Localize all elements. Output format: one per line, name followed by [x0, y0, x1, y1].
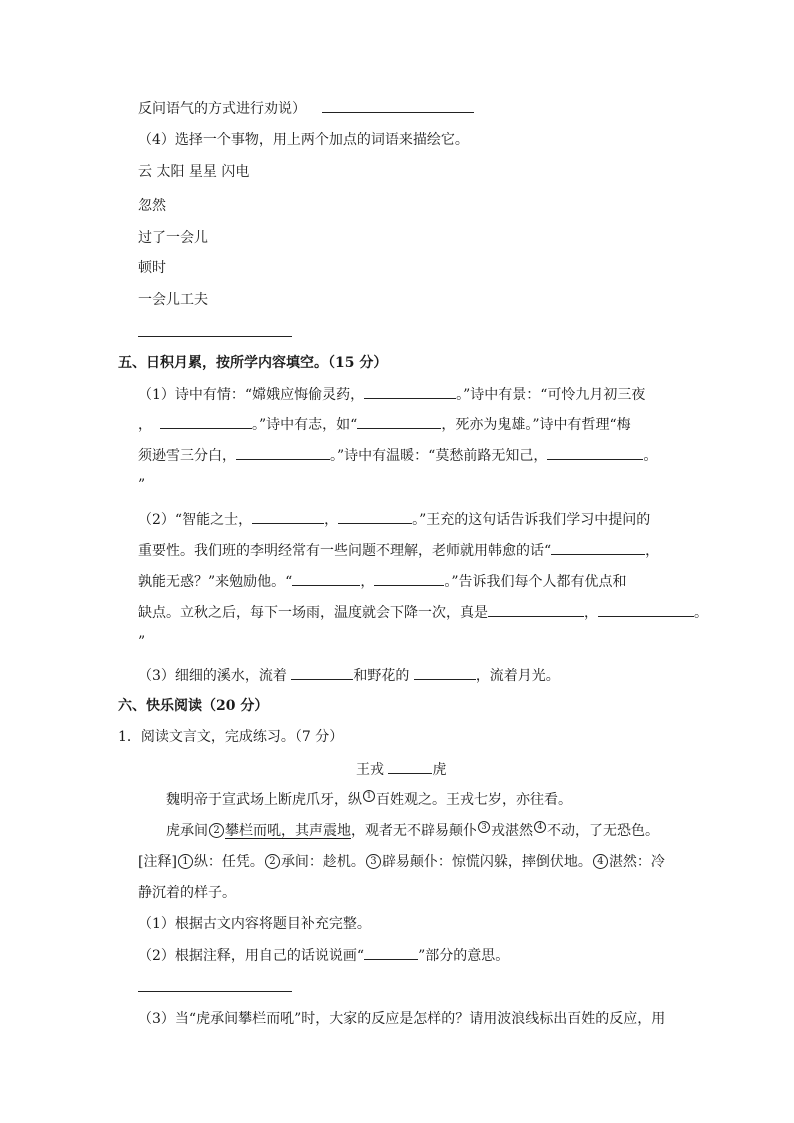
- text: （2）根据注释，用自己的话说说画“: [138, 948, 365, 964]
- word-2: 过了一会儿: [138, 230, 208, 246]
- para-2-line-4: [138, 602, 708, 623]
- note-marker-2: 2: [265, 854, 280, 869]
- text: ，: [645, 543, 660, 559]
- text: 。”告诉我们每个人都有优点和: [444, 574, 627, 590]
- answer-blank[interactable]: [488, 602, 584, 617]
- text: ，流着月光。: [475, 668, 560, 684]
- text: 孰能无惑？”来勉励他。“: [138, 574, 293, 590]
- answer-blank[interactable]: [364, 384, 456, 399]
- word-options: 云 太阳 星星 闪电: [138, 164, 250, 180]
- answer-blank[interactable]: [322, 98, 474, 113]
- word-3: 顿时: [138, 260, 166, 276]
- poem-line-2: [138, 414, 631, 435]
- text: 虎承间: [166, 823, 208, 839]
- text: ”部分的意思。: [418, 948, 510, 964]
- text: 纵：任凭。: [193, 854, 264, 870]
- text: （1）诗中有情：“嫦娥应悔偷灵药，: [138, 387, 365, 403]
- notes-line-2: 静沉着的样子。: [138, 885, 236, 901]
- answer-blank[interactable]: [414, 665, 476, 680]
- text: 和野花的: [353, 668, 414, 684]
- text: [注释]: [138, 854, 177, 870]
- text: 。”诗中有志，如“: [252, 417, 358, 433]
- answer-blank[interactable]: [236, 445, 330, 460]
- text: （2）“智能之士，: [138, 512, 253, 528]
- reading-question-2: [138, 945, 509, 966]
- answer-blank[interactable]: [598, 602, 694, 617]
- text: 魏明帝于宣武场上断虎爪牙，纵: [166, 792, 362, 808]
- title-blank[interactable]: [388, 759, 432, 774]
- answer-blank[interactable]: [291, 665, 353, 680]
- para-2-line-5: ”: [138, 634, 146, 650]
- reading-question-1: （1）根据古文内容将题目补充完整。: [138, 916, 371, 932]
- answer-blank[interactable]: [551, 540, 645, 555]
- note-marker-3: 3: [366, 854, 381, 869]
- note-marker-3: 3: [478, 821, 490, 833]
- text: ，观者无不辟易颠仆: [351, 823, 477, 839]
- note-marker-4: 4: [593, 854, 608, 869]
- text: 。”诗中有景：“可怜九月初三夜: [456, 387, 646, 403]
- question-1: 1．阅读文言文，完成练习。（7 分）: [118, 729, 344, 745]
- answer-blank[interactable]: [547, 445, 643, 460]
- section-5-title: 五、日积月累，按所学内容填空。（15 分）: [118, 355, 388, 371]
- reading-question-3: （3）当“虎承间攀栏而吼”时，大家的反应是怎样的？请用波浪线标出百姓的反应，用: [138, 1011, 666, 1027]
- answer-line[interactable]: [138, 991, 292, 992]
- text: 重要性。我们班的李明经常有一些问题不理解，老师就用韩愈的话“: [138, 543, 552, 559]
- notes-line-1: [138, 852, 665, 872]
- text: 王戎: [356, 762, 389, 778]
- passage-line-1: [166, 790, 572, 810]
- answer-blank[interactable]: [374, 571, 444, 586]
- answer-blank[interactable]: [292, 571, 360, 586]
- poem-line-4: ”: [138, 477, 146, 493]
- text: 须逊雪三分白，: [138, 448, 236, 464]
- text: 虎: [432, 762, 447, 778]
- para-2-line-2: [138, 540, 659, 561]
- answer-blank[interactable]: [357, 414, 441, 429]
- text: ，: [324, 512, 339, 528]
- note-marker-4: 4: [534, 821, 546, 833]
- word-1: 忽然: [138, 198, 166, 214]
- para-2-line-3: [138, 571, 627, 592]
- answer-blank[interactable]: [160, 414, 252, 429]
- answer-line[interactable]: [138, 336, 292, 337]
- answer-blank[interactable]: [252, 509, 324, 524]
- text: ，: [138, 417, 152, 433]
- text: 。: [694, 605, 708, 621]
- answer-blank[interactable]: [338, 509, 412, 524]
- note-marker-1: 1: [363, 790, 375, 802]
- passage-line-2: [166, 821, 659, 841]
- text: ，: [360, 574, 375, 590]
- text: 缺点。立秋之后，每下一场雨，温度就会下降一次，真是: [138, 605, 488, 621]
- poem-line-3: [138, 445, 657, 466]
- poem-line-1: [138, 384, 645, 405]
- passage-title: [356, 759, 446, 780]
- underline-marker: [364, 945, 418, 960]
- text: 。”诗中有温暖：“莫愁前路无知己，: [330, 448, 548, 464]
- text: （3）细细的溪水，流着: [138, 668, 292, 684]
- word-4: 一会儿工夫: [138, 292, 208, 308]
- text: 不动，了无恐色。: [547, 823, 659, 839]
- para-2-line-1: [138, 509, 650, 530]
- note-marker-2: 2: [209, 823, 224, 838]
- text: 承间：趁机。: [280, 854, 365, 870]
- text: 戎湛然: [491, 823, 533, 839]
- continuation-text: [138, 98, 474, 119]
- note-marker-1: 1: [178, 854, 193, 869]
- para-3: [138, 665, 560, 686]
- text: 。: [643, 448, 658, 464]
- question-4: （4）选择一个事物，用上两个加点的词语来描绘它。: [138, 132, 469, 148]
- underlined-phrase: 攀栏而吼，其声震地: [225, 823, 351, 839]
- text: 反问语气的方式进行劝说）: [138, 101, 306, 117]
- section-6-title: 六、快乐阅读（20 分）: [118, 698, 269, 714]
- text: ，死亦为鬼雄。”诗中有哲理“梅: [441, 417, 631, 433]
- text: ，: [584, 605, 598, 621]
- text: 湛然：冷: [608, 854, 665, 870]
- text: 百姓观之。王戎七岁，亦往看。: [376, 792, 572, 808]
- text: 辟易颠仆：惊慌闪躲，摔倒伏地。: [381, 854, 592, 870]
- text: 。”王充的这句话告诉我们学习中提问的: [412, 512, 651, 528]
